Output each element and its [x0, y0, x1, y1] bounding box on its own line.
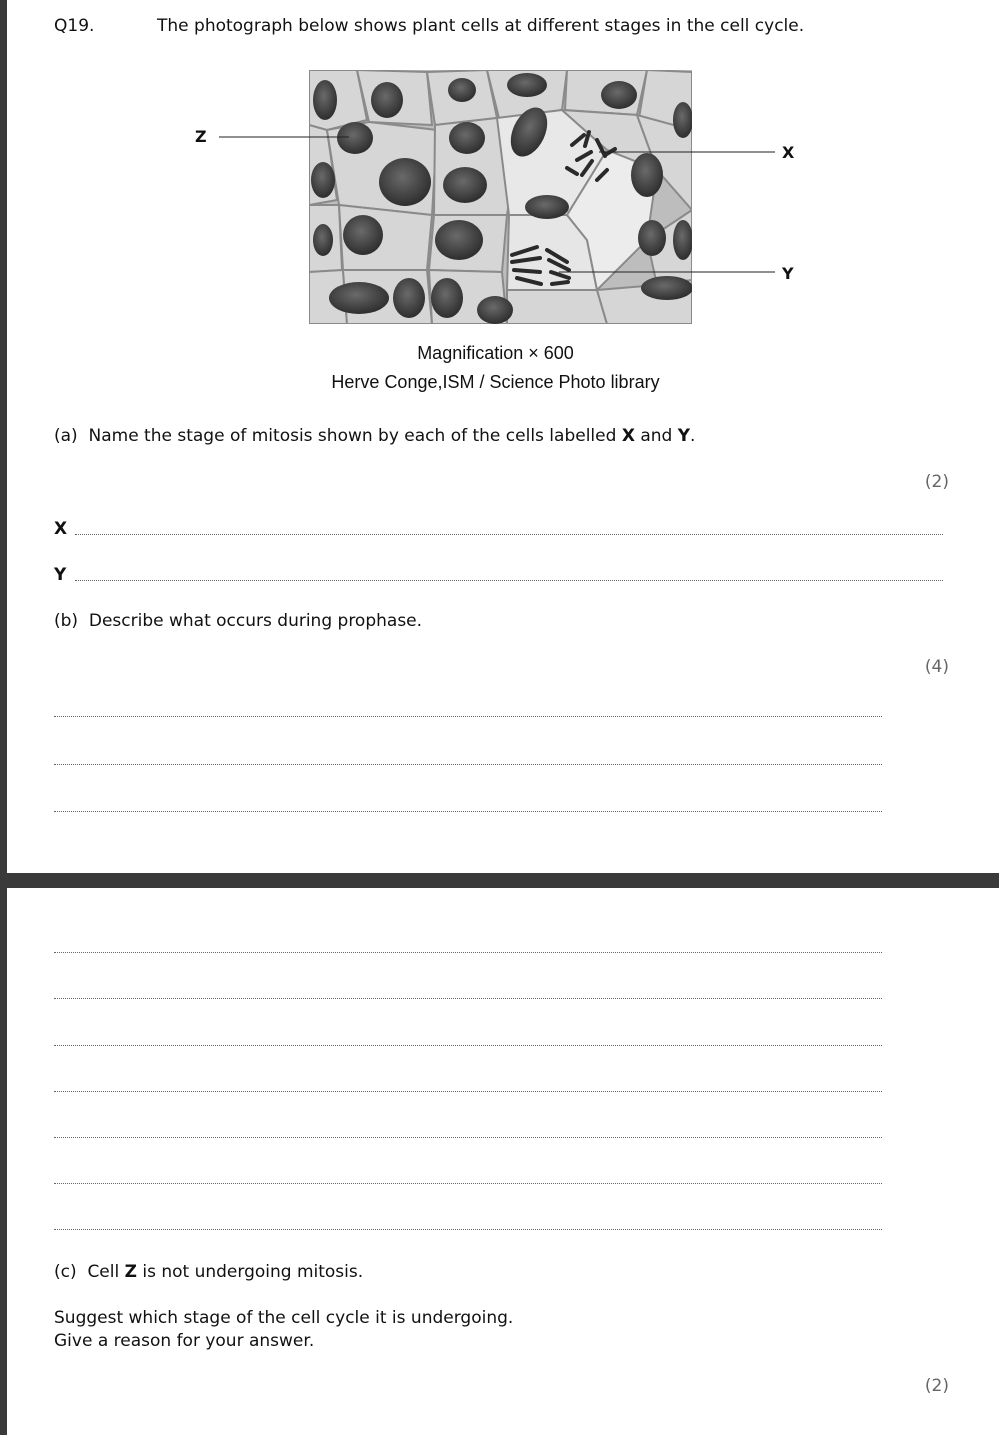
part-c-line-1: Suggest which stage of the cell cycle it is undergoing.: [54, 1308, 514, 1328]
part-b-prompt: (b) Describe what occurs during prophase.: [54, 611, 423, 631]
part-c-prompt: (c) Cell Z is not undergoing mitosis.: [54, 1262, 364, 1282]
answer-label-y: Y: [54, 565, 67, 585]
label-x: X: [782, 143, 795, 162]
answer-line[interactable]: [54, 998, 882, 999]
answer-line-y[interactable]: [75, 580, 943, 581]
micrograph-figure: [7, 0, 999, 330]
part-a-marks: (2): [924, 472, 949, 492]
part-c-marks: (2): [924, 1376, 949, 1396]
answer-label-x: X: [54, 519, 68, 539]
answer-line[interactable]: [54, 952, 882, 953]
magnification-caption: Magnification × 600: [417, 343, 574, 363]
answer-line[interactable]: [54, 1229, 882, 1230]
photo-credit: Herve Conge,ISM / Science Photo library: [331, 372, 660, 392]
answer-line[interactable]: [54, 811, 882, 812]
part-b-marks: (4): [924, 657, 949, 677]
part-c-line-2: Give a reason for your answer.: [54, 1331, 315, 1351]
answer-line-x[interactable]: [75, 534, 943, 535]
answer-line[interactable]: [54, 764, 882, 765]
exam-page-2: [7, 888, 999, 1435]
answer-line[interactable]: [54, 1091, 882, 1092]
answer-line[interactable]: [54, 1045, 882, 1046]
label-z: Z: [195, 127, 207, 146]
answer-line[interactable]: [54, 716, 882, 717]
exam-page-1: [7, 0, 999, 873]
part-a-prompt: (a) Name the stage of mitosis shown by each of the cells labelled X and Y.: [54, 426, 696, 446]
answer-line[interactable]: [54, 1183, 882, 1184]
label-y: Y: [782, 264, 794, 283]
question-intro: The photograph below shows plant cells at different stages in the cell cycle.: [157, 16, 805, 36]
answer-line[interactable]: [54, 1137, 882, 1138]
question-number: Q19.: [54, 16, 95, 36]
